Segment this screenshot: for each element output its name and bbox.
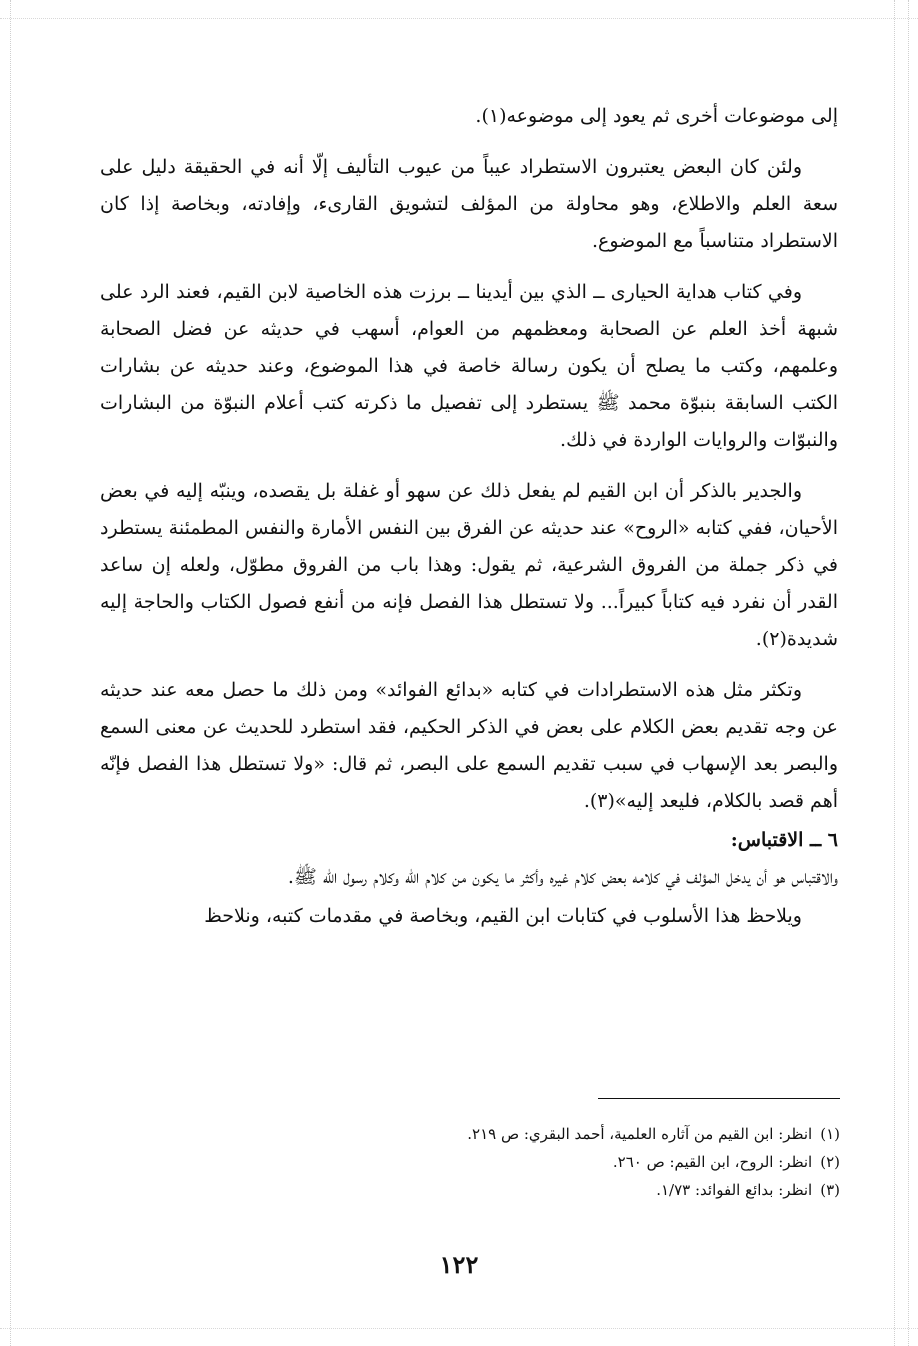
section-heading: ٦ ــ الاقتباس:: [730, 829, 838, 851]
paragraph: والجدير بالذكر أن ابن القيم لم يفعل ذلك عن سهو أو غفلة بل يقصده، وينبّه إليه في بعض الأحيان، ففي كتابه «الروح» عند حديثه عن الفرق بين النفس الأمارة والنفس المطمئنة يستطرد في ذكر جملة من الفروق الشرعية، ثم يقول: وهذا باب من الفروق مطوّل، ولعله إن ساعد القدر أن نفرد فيه كتاباً كبيراً... ولا تستطل هذا الفصل فإنه من أنفع فصول الكتاب والحاجة إليه شديدة(٢).: [100, 480, 838, 650]
scan-guide-right-outer: [908, 0, 909, 1346]
paragraph: وتكثر مثل هذه الاستطرادات في كتابه «بدائع الفوائد» ومن ذلك ما حصل معه عند حديثه عن وجه تقديم بعض الكلام على بعض في الذكر الحكيم، فقد استطرد للحديث عن معنى السمع والبصر بعد الإسهاب في سبب تقديم السمع على البصر، ثم قال: «ولا تستطل هذا الفصل فإنّه أهم قصد بالكلام، فليعد إليه»(٣).: [100, 679, 838, 812]
footnote-marker: (٣): [820, 1181, 840, 1199]
footnote-text: انظر: ابن القيم من آثاره العلمية، أحمد البقري: ص ٢١٩.: [467, 1125, 813, 1143]
footnotes: [300, 1120, 840, 1204]
footnote-marker: (١): [820, 1125, 840, 1143]
scan-guide-bottom: [0, 1328, 918, 1329]
scan-guide-right: [894, 0, 895, 1346]
footnote-item: [300, 1176, 840, 1204]
page-number: ١٢٢: [439, 1250, 479, 1279]
paragraph: والاقتباس هو أن يدخل المؤلف في كلامه بعض كلام غيره وأكثر ما يكون من كلام الله وكلام رسول الله ﷺ.: [287, 866, 838, 888]
footnote-item: [300, 1120, 840, 1148]
paragraph: ويلاحظ هذا الأسلوب في كتابات ابن القيم، وبخاصة في مقدمات كتبه، ونلاحظ: [204, 905, 802, 927]
footnote-item: [300, 1148, 840, 1176]
paragraph: إلى موضوعات أخرى ثم يعود إلى موضوعه(١).: [475, 105, 838, 127]
main-text: [100, 98, 838, 949]
scan-guide-top: [0, 18, 918, 19]
paragraph: ولئن كان البعض يعتبرون الاستطراد عيباً من عيوب التأليف إلّا أنه في الحقيقة دليل على سعة العلم والاطلاع، وهو محاولة من المؤلف لتشويق القارىء، وإفادته، وبخاصة إذا كان الاستطراد متناسباً مع الموضوع.: [100, 156, 838, 252]
footnote-text: انظر: بدائع الفوائد: ١/٧٣.: [656, 1181, 813, 1199]
footnote-separator: [598, 1098, 840, 1099]
footnote-text: انظر: الروح، ابن القيم: ص ٢٦٠.: [612, 1153, 813, 1171]
scan-guide-left: [10, 0, 11, 1346]
footnote-marker: (٢): [820, 1153, 840, 1171]
paragraph: وفي كتاب هداية الحيارى ــ الذي بين أيدينا ــ برزت هذه الخاصية لابن القيم، فعند الرد على شبهة أخذ العلم عن الصحابة ومعظمهم من العوام، أسهب في حديثه عن فضل الصحابة وعلمهم، وكتب ما يصلح أن يكون رسالة خاصة في هذا الموضوع، وعند حديثه عن بشارات الكتب السابقة بنبوّة محمد ﷺ يستطرد إلى تفصيل ما ذكرته كتب أعلام النبوّة من البشارات والنبوّات والروايات الواردة في ذلك.: [100, 281, 838, 451]
